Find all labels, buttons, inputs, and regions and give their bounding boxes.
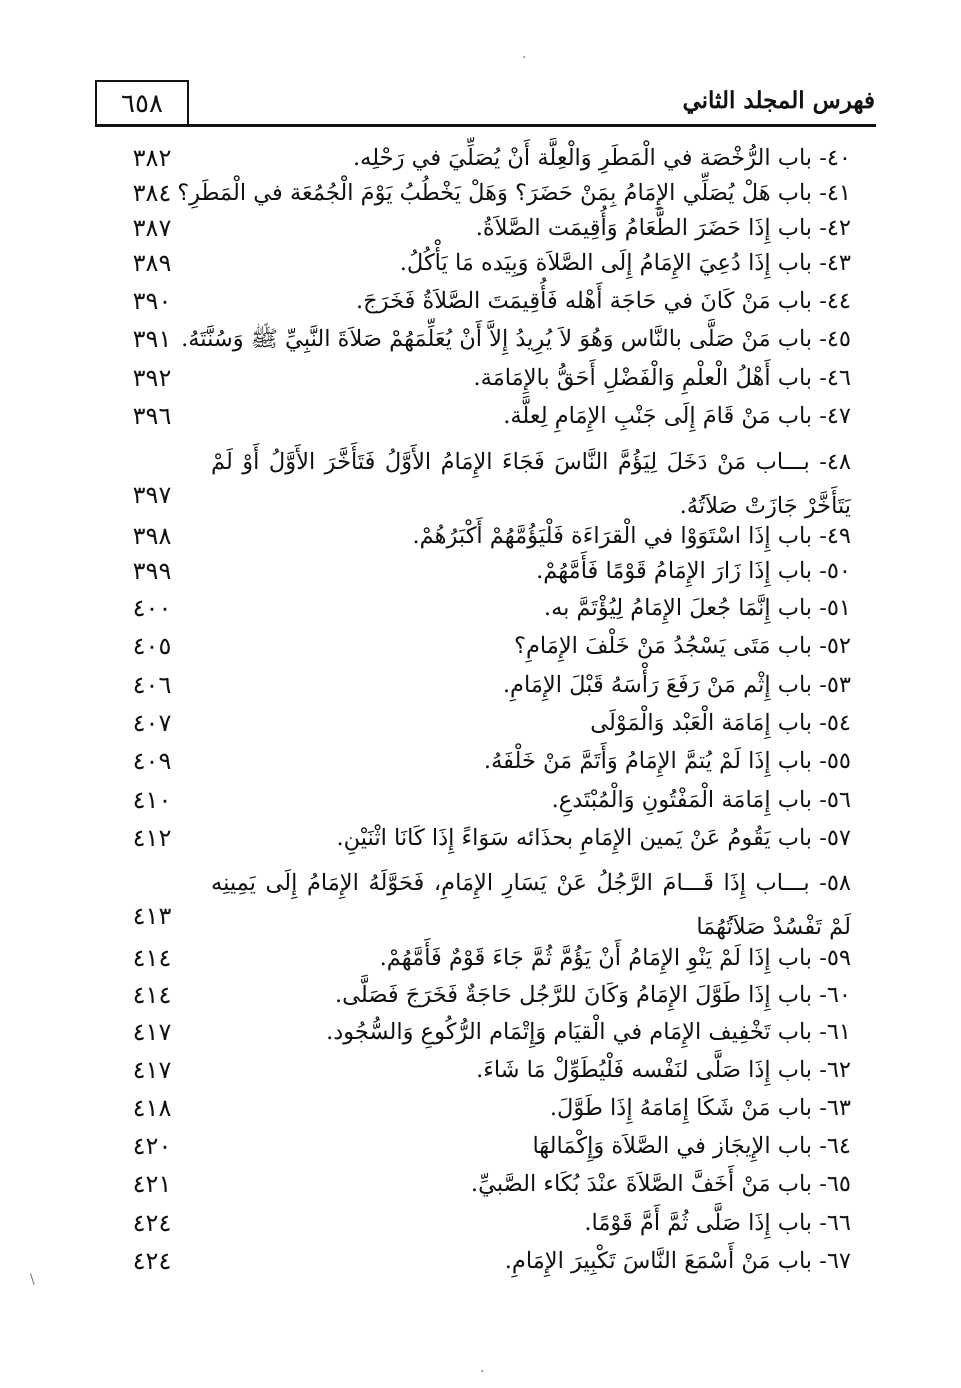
entry-title: ٤٦- باب أَهْلُ الْعلْمِ وَالْفَضْلِ أَحَقُّ بالإِمَامَة. — [473, 365, 851, 391]
page-number: ٦٥٨ — [121, 89, 163, 119]
entry-page-number: ٤١٤ — [132, 981, 172, 1009]
entry-page-number: ٣٨٤ — [132, 179, 172, 207]
scan-speck: · — [522, 50, 527, 66]
entry-page-number: ٤٠٦ — [132, 671, 172, 699]
entry-page-number: ٤١٢ — [132, 824, 172, 852]
entry-title: ٦٧- باب مَنْ أَسْمَعَ النَّاسَ تَكْبِيرَ الإِمَامِ. — [504, 1248, 851, 1274]
entry-page-number: ٤٢٤ — [132, 1209, 172, 1237]
entry-title: ٤٧- باب مَنْ قَامَ إِلَى جَنْبِ الإِمَامِ لِعلَّة. — [503, 403, 851, 429]
entry-title: ٦٠- باب إِذَا طَوَّلَ الإِمَامُ وَكَانَ للرَّجُل حَاجَةٌ فَخَرَجَ فَصَلَّى. — [335, 982, 851, 1008]
entry-page-number: ٤٢٤ — [132, 1247, 172, 1275]
entry-page-number: ٣٩٩ — [132, 557, 172, 585]
entry-page-number: ٤٢١ — [132, 1170, 172, 1198]
entry-title: ٦٦- باب إِذَا صَلَّى ثُمَّ أَمَّ قَوْمًا. — [584, 1210, 851, 1236]
entry-title: ٥١- باب إِنَّمَا جُعلَ الإِمَامُ لِيُؤْتَمَّ به. — [543, 595, 851, 621]
entry-page-number: ٣٩٠ — [132, 287, 172, 315]
entry-title: ٤١- باب هَلْ يُصَلِّي الإِمَامُ بِمَنْ حَضَرَ؟ وَهَلْ يَخْطُبُ يَوْمَ الْجُمُعَة في الْمَطَرِ؟ — [177, 180, 851, 206]
entry-title: ٤٥- باب مَنْ صَلَّى بالنَّاس وَهُوَ لاَ يُرِيدُ إِلاَّ أَنْ يُعَلِّمَهُمْ صَلاَةَ النَّبِيِّ ﷺ وَسُنَّتَهُ. — [181, 326, 851, 352]
entry-page-number: ٣٩٢ — [132, 364, 172, 392]
running-header-title: فهرس المجلد الثاني — [682, 87, 875, 114]
entry-page-number: ٤٠٥ — [132, 632, 172, 660]
entry-title: ٤٩- باب إِذَا اسْتَوَوْا في الْقرَاءَة فَلْيَؤُمَّهُمْ أَكْبَرُهُمْ. — [412, 523, 851, 549]
entry-title: ٦١- باب تَخْفِيف الإِمَام في الْقيَام وَإِتْمَام الرُّكُوعِ وَالسُّجُود. — [326, 1019, 851, 1045]
entry-page-number: ٤١٠ — [132, 786, 172, 814]
entry-title: ٦٤- باب الإِيجَاز في الصَّلاَة وَإِكْمَالهَا — [532, 1133, 851, 1159]
entry-page-number: ٤٠٧ — [132, 709, 172, 737]
scan-speck: · — [480, 1364, 485, 1380]
entry-page-number: ٣٨٧ — [132, 214, 172, 242]
entry-page-number: ٣٩٧ — [132, 481, 172, 509]
entry-page-number: ٣٩١ — [132, 325, 172, 353]
entry-title: ٤٠- باب الرُّخْصَة في الْمَطَرِ وَالْعِلَّة أَنْ يُصَلِّيَ في رَحْلِه. — [353, 145, 851, 171]
entry-page-number: ٤١٤ — [132, 944, 172, 972]
entry-title: ٥٦- باب إِمَامَة الْمَفْتُونِ وَالْمُبْتَدعِ. — [551, 787, 851, 813]
entry-title: ٥٢- باب مَتَى يَسْجُدُ مَنْ خَلْفَ الإِمَامِ؟ — [514, 633, 851, 659]
entry-page-number: ٤١٧ — [132, 1056, 172, 1084]
entry-title: ٦٣- باب مَنْ شَكَا إِمَامَهُ إِذَا طَوَّلَ. — [549, 1095, 851, 1121]
entry-title: ٥٨- بـــاب إِذَا قَـــامَ الرَّجُلُ عَنْ يَسَارِ الإِمَامِ، فَحَوَّلَهُ الإِمَامُ إِلَى يَمِينِه لَمْ تَفْسُدْ صَلاَتُهُمَا — [211, 870, 851, 940]
entry-page-number: ٣٨٢ — [132, 144, 172, 172]
entry-page-number: ٤١٨ — [132, 1094, 172, 1122]
entry-page-number: ٣٨٩ — [132, 249, 172, 277]
entry-title: ٤٣- باب إِذَا دُعِيَ الإِمَامُ إِلَى الصَّلاَة وَبِيَده مَا يَأْكُلُ. — [399, 250, 851, 276]
entry-title: ٥٣- باب إِثْم مَنْ رَفَعَ رَأْسَهُ قَبْلَ الإِمَامِ. — [502, 672, 851, 698]
entry-title: ٥٧- باب يَقُومُ عَنْ يَمين الإِمَامِ بحذَائه سَوَاءً إِذَا كَانَا اثْنَيْنِ. — [336, 825, 851, 851]
entry-title: ٥٩- باب إِذَا لَمْ يَنْوِ الإِمَامُ أَنْ يَؤُمَّ ثُمَّ جَاءَ قَوْمٌ فَأَمَّهُمْ. — [379, 945, 851, 971]
entry-page-number: ٤١٣ — [132, 902, 172, 930]
entry-title: ٤٤- باب مَنْ كَانَ في حَاجَة أَهْله فَأُقِيمَتَ الصَّلاَةُ فَخَرَجَ. — [355, 288, 851, 314]
entry-title: ٥٠- باب إِذَا زَارَ الإِمَامُ قَوْمًا فَأَمَّهُمْ. — [536, 558, 851, 584]
entry-page-number: ٤١٧ — [132, 1018, 172, 1046]
entry-page-number: ٤٠٠ — [132, 594, 172, 622]
scan-speck: \ — [30, 1272, 35, 1288]
entry-page-number: ٤٢٠ — [132, 1132, 172, 1160]
entry-page-number: ٤٠٩ — [132, 747, 172, 775]
entry-page-number: ٣٩٦ — [132, 402, 172, 430]
entry-title: ٥٤- باب إِمَامَة الْعَبْد وَالْمَوْلَى — [590, 710, 851, 736]
entry-page-number: ٣٩٨ — [132, 522, 172, 550]
entry-title: ٤٢- باب إِذَا حَضَرَ الطَّعَامُ وَأُقِيمَت الصَّلاَةُ. — [475, 215, 851, 241]
entry-title: ٥٥- باب إِذَا لَمْ يُتمَّ الإِمَامُ وَأَتَمَّ مَنْ خَلْفَهُ. — [483, 748, 851, 774]
entry-title: ٦٥- باب مَنْ أَخَفَّ الصَّلاَةَ عنْدَ بُكَاء الصَّبيِّ. — [470, 1171, 851, 1197]
entry-title: ٤٨- بـــاب مَنْ دَخَلَ لِيَؤُمَّ النَّاسَ فَجَاءَ الإِمَامُ الأَوَّلُ فَتَأَخَّرَ الأَوَّلُ أَوْ لَمْ يَتَأَخَّرْ جَازَتْ صَلاَتُهُ. — [211, 449, 851, 519]
entry-title: ٦٢- باب إِذَا صَلَّى لنَفْسه فَلْيُطَوِّلْ مَا شَاءَ. — [476, 1057, 851, 1083]
